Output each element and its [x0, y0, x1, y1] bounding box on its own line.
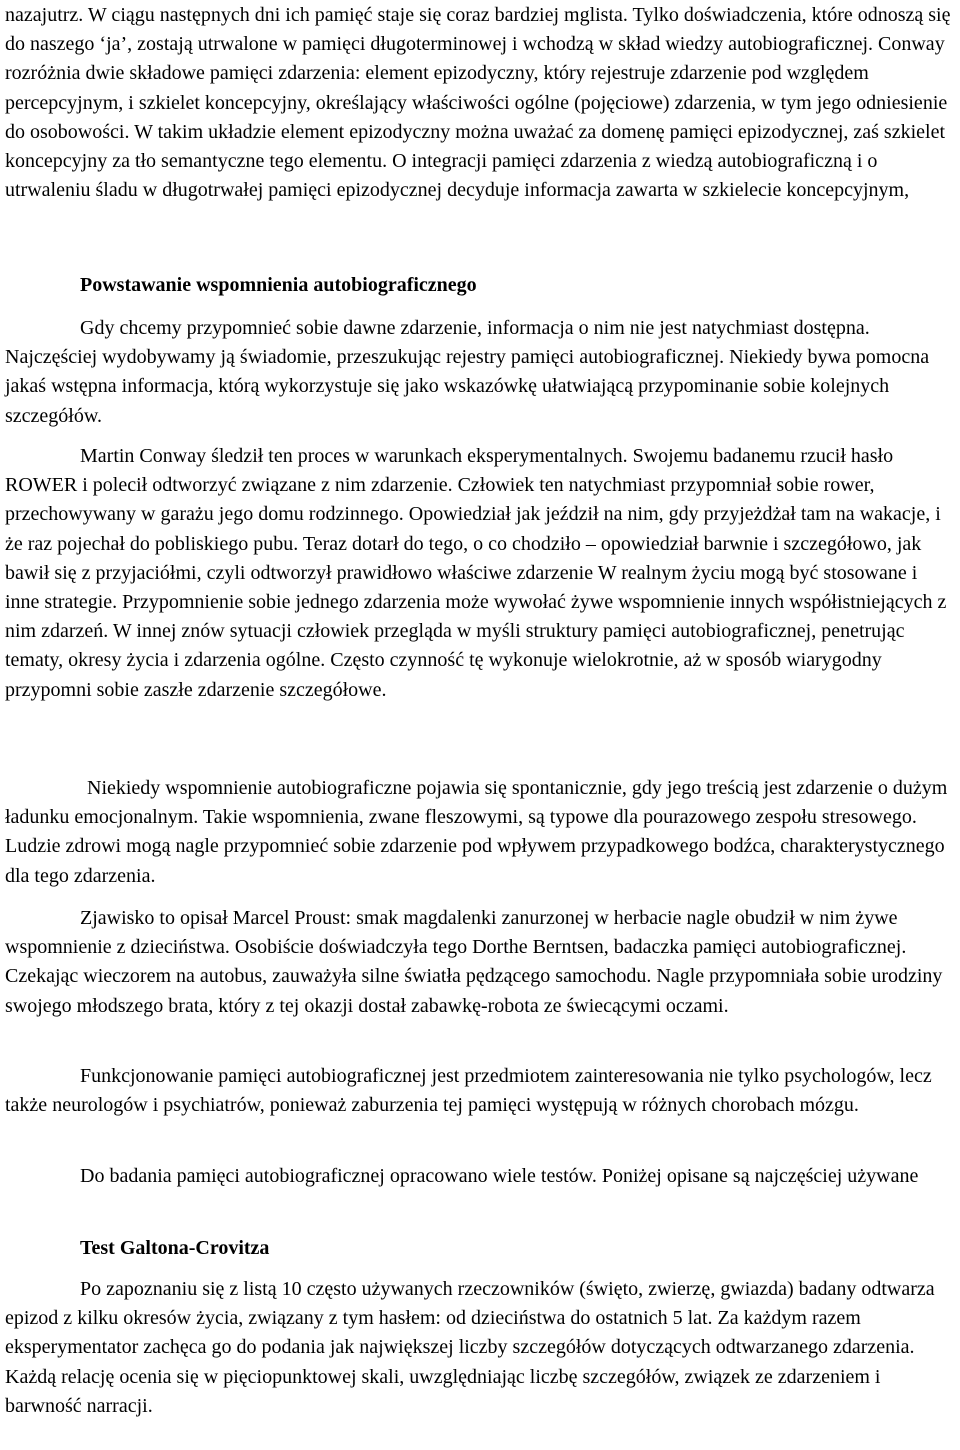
paragraph-tests: Do badania pamięci autobiograficznej opracowano wiele testów. Poniżej opisane są najczęściej używane — [80, 1165, 919, 1187]
heading-test: Test Galtona-Crovitza — [80, 1237, 270, 1259]
paragraph-test: Po zapoznaniu się z listą 10 często używanych rzeczowników (święto, zwierzę, gwiazda) badany odtwarza epizod z kilku okresów życia, związany z tym hasłem: od dzieciństwa do ostatnich 5 lat. Za każdym razem eksperymentator zachęca go do podania jak największej liczby szczegółów dotyczących odtwarzanego zdarzenia. Każdą relację ocenia się w pięciopunktowej skali, uwzględniając liczbę szczegółów, związek ze zdarzeniem i barwność narracji. — [5, 1278, 935, 1417]
paragraph-recall: Gdy chcemy przypomnieć sobie dawne zdarzenie, informacja o nim nie jest natychmiast dostępna. Najczęściej wydobywamy ją świadomie, przeszukując rejestry pamięci autobiograficznej. Niekiedy bywa pomocna jakaś wstępna informacja, którą wykorzystuje się jako wskazówkę ułatwiającą przypominanie sobie kolejnych szczegółów. — [5, 317, 930, 427]
paragraph-conway: Martin Conway śledził ten proces w warunkach eksperymentalnych. Swojemu badanemu rzucił hasło ROWER i polecił odtworzyć związane z nim zdarzenie. Człowiek ten natychmiast przypomniał sobie rower, przechowywany w garażu jego domu rodzinnego. Opowiedział jak jeździł na nim, gdy przyjeżdżał tam na wakacje, i że raz pojechał do pobliskiego pubu. Teraz dotarł do tego, o co chodziło – opowiedział barwnie i szczegółowo, jak bawił się z przyjaciółmi, czyli odtworzył prawidłowo właściwe zdarzenie W realnym życiu mogą być stosowane i inne strategie. Przypomnienie sobie jednego zdarzenia może wywołać żywe wspomnienie innych współistniejących z nim zdarzeń. W innej znów sytuacji człowiek przegląda w myśli struktury pamięci autobiograficznej, penetrując tematy, okresy życia i zdarzenia ogólne. Często czynność tę wykonuje wielokrotnie, aż w sposób wiarygodny przypomni sobie zaszłe zdarzenie szczegółowe. — [5, 445, 947, 701]
paragraph-function: Funkcjonowanie pamięci autobiograficznej jest przedmiotem zainteresowania nie tylko psychologów, lecz także neurologów i psychiatrów, ponieważ zaburzenia tej pamięci występują w różnych chorobach mózgu. — [5, 1065, 932, 1117]
paragraph-intro: nazajutrz. W ciągu następnych dni ich pamięć staje się coraz bardziej mglista. Tylko doświadczenia, które odnoszą się do naszego ‘ja’, zostają utrwalone w pamięci długoterminowej i wchodzą w skład wiedzy autobiograficznej. Conway rozróżnia dwie składowe pamięci zdarzenia: element epizodyczny, który rejestruje zdarzenie pod względem percepcyjnym, i szkielet koncepcyjny, określający właściwości ogólne (pojęciowe) zdarzenia, w tym jego odniesienie do osobowości. W takim układzie element epizodyczny można uważać za domenę pamięci epizodycznej, zaś szkielet koncepcyjny za tło semantyczne tego elementu. O integracji pamięci zdarzenia z wiedzą autobiograficzną i o utrwaleniu śladu w długotrwałej pamięci epizodycznej decyduje informacja zawarta w szkielecie koncepcyjnym, — [5, 4, 951, 202]
paragraph-spontaneous: Niekiedy wspomnienie autobiograficzne pojawia się spontanicznie, gdy jego treścią jest zdarzenie o dużym ładunku emocjonalnym. Takie wspomnienia, zwane fleszowymi, są typowe dla pourazowego zespołu stresowego. Ludzie zdrowi mogą nagle przypomnieć sobie zdarzenie pod wpływem przypadkowego bodźca, charakterystycznego dla tego zdarzenia. — [5, 777, 948, 887]
heading-recall: Powstawanie wspomnienia autobiograficznego — [80, 274, 477, 296]
paragraph-proust: Zjawisko to opisał Marcel Proust: smak magdalenki zanurzonej w herbacie nagle obudził w nim żywe wspomnienie z dzieciństwa. Osobiście doświadczyła tego Dorthe Berntsen, badaczka pamięci autobiograficznej. Czekając wieczorem na autobus, zauważyła silne światła pędzącego samochodu. Nagle przypomniała sobie urodziny swojego młodszego brata, który z tej okazji dostał zabawkę-robota ze świecącymi oczami. — [5, 907, 943, 1017]
